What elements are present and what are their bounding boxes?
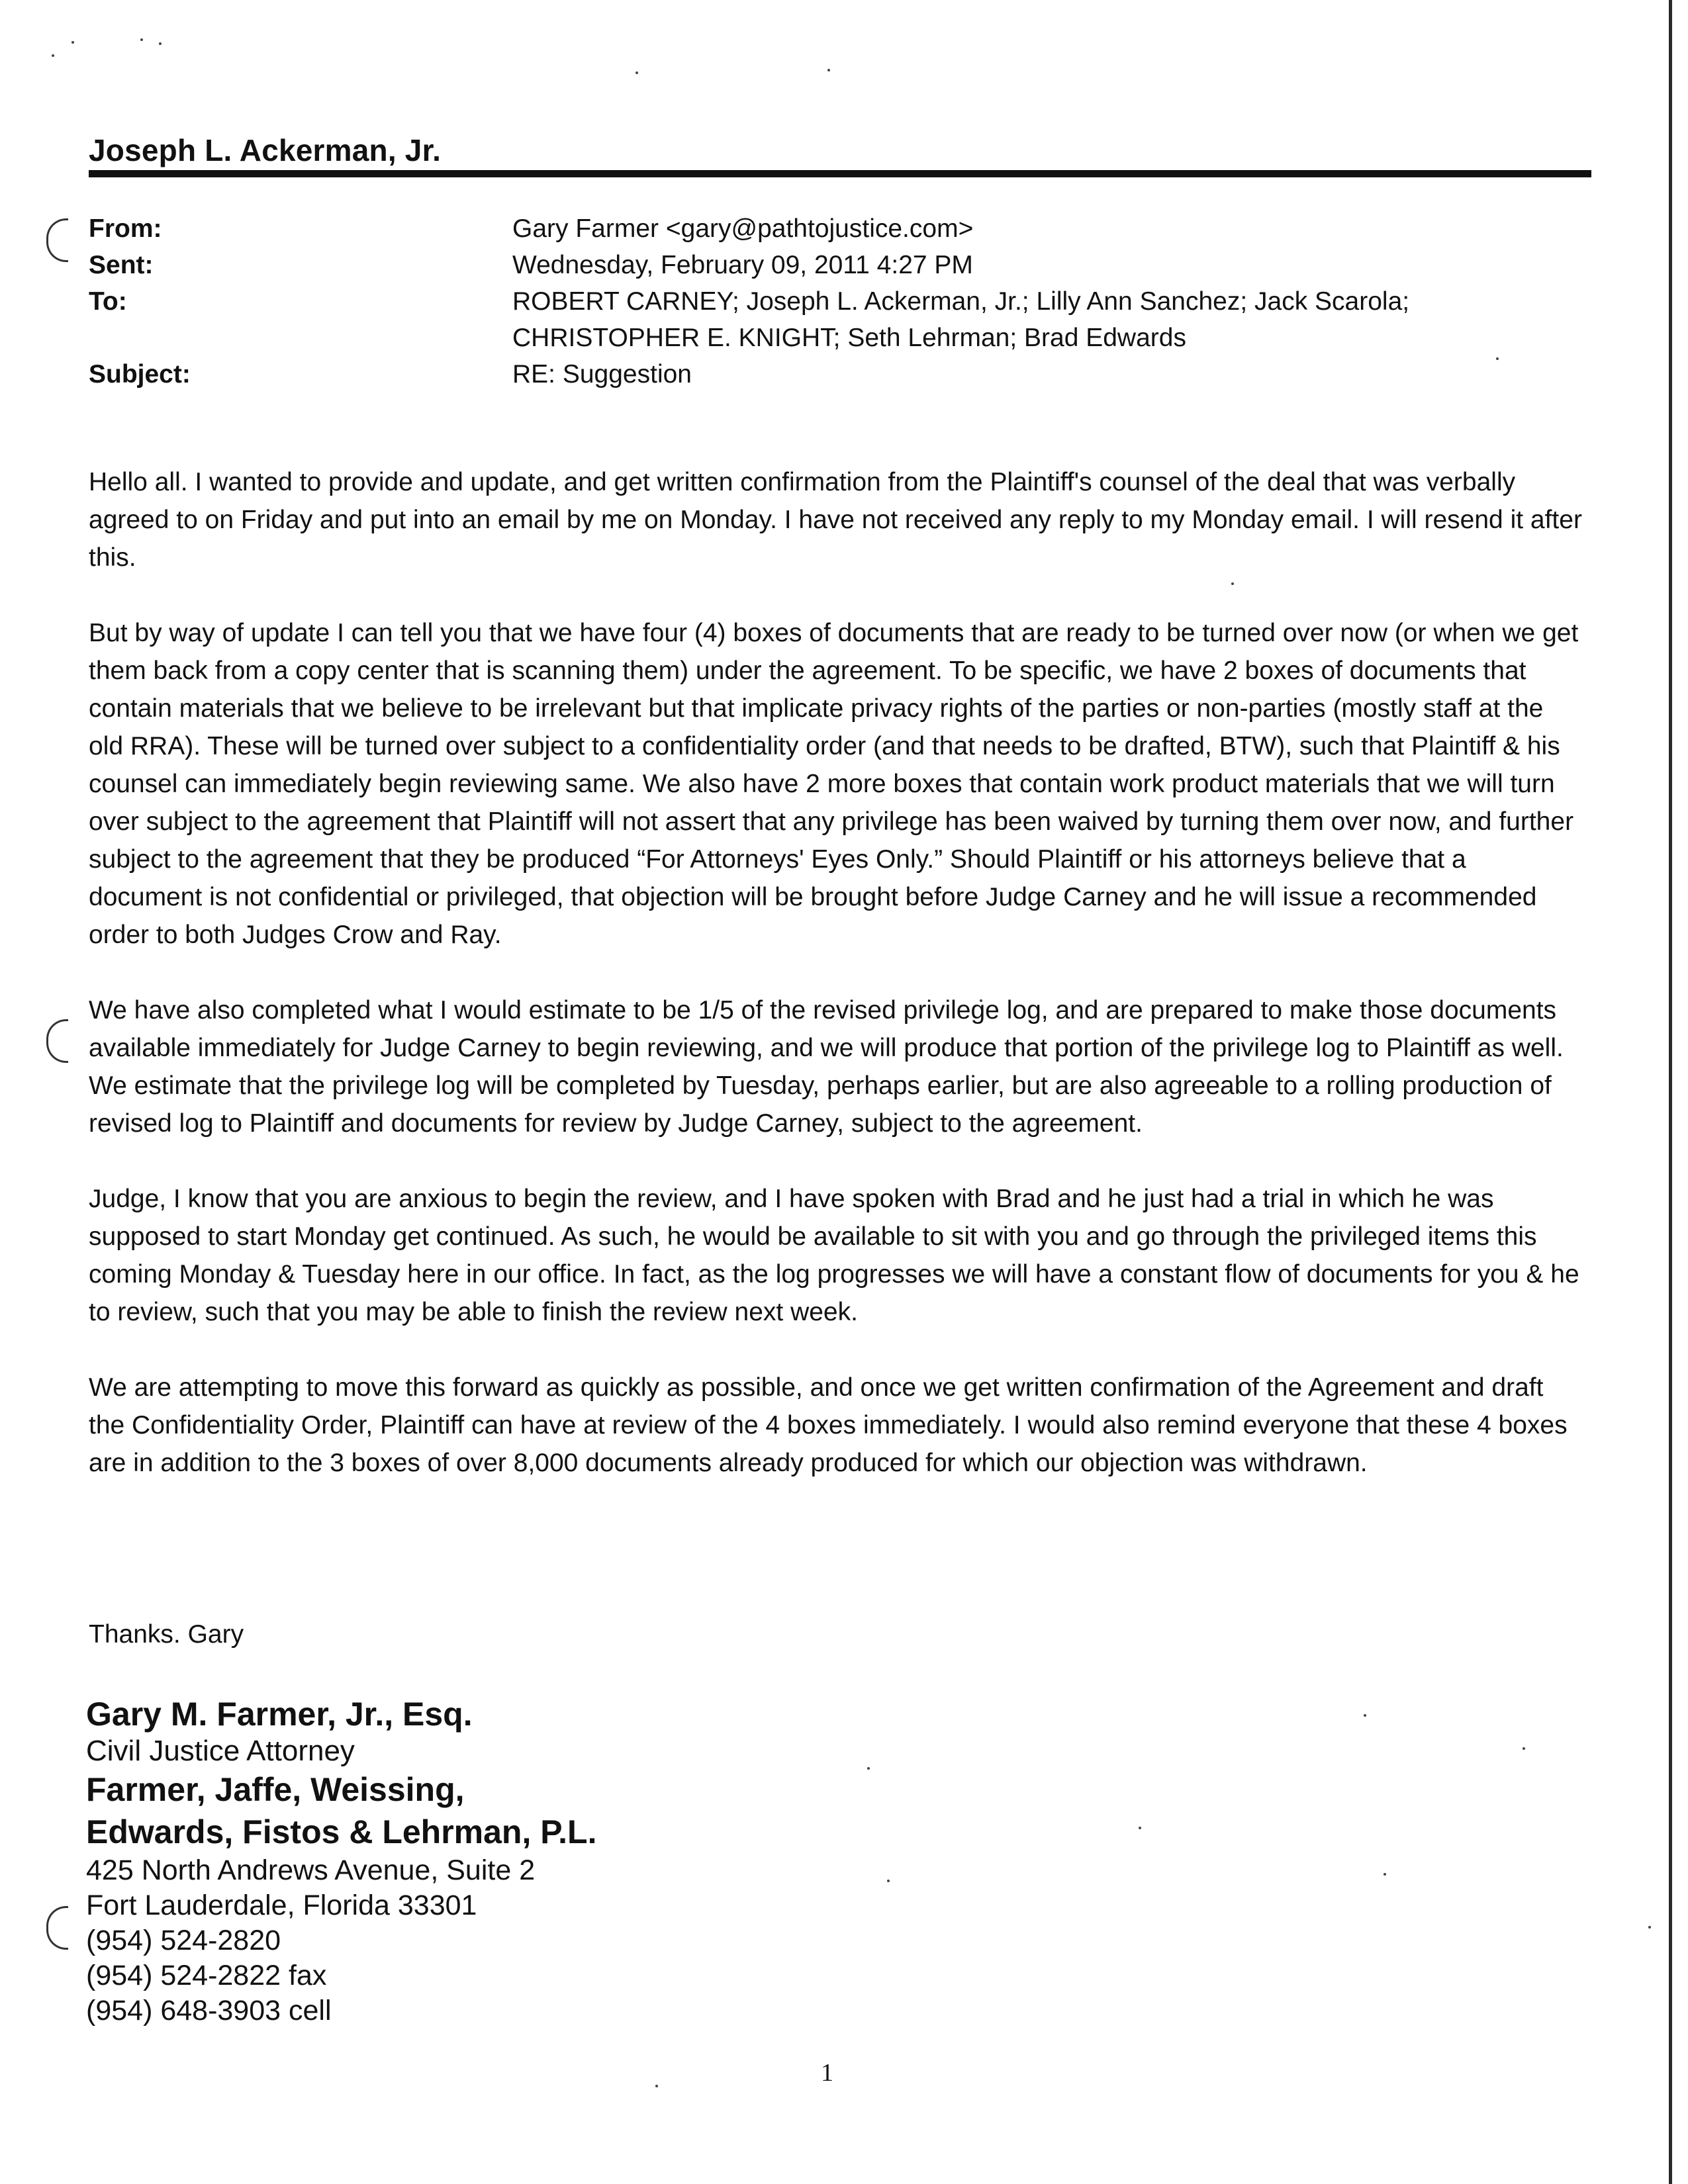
signature-block xyxy=(86,1694,596,2028)
scan-speck xyxy=(1523,1747,1525,1750)
to-row xyxy=(89,283,1591,356)
signature-firm-line-2: Edwards, Fistos & Lehrman, P.L. xyxy=(86,1813,597,1850)
punch-hole-mark xyxy=(46,1019,68,1063)
body-paragraph: Hello all. I wanted to provide and update, and get written confirmation from the Plaintiff's counsel of the deal that was verbally agreed to on Friday and put into an email by me on Monday. I have not received any reply to my Monday email. I will resend it after this. xyxy=(89,468,1582,572)
scan-speck xyxy=(1139,1827,1141,1829)
sent-label: Sent: xyxy=(89,251,154,279)
mailbox-owner-name: Joseph L. Ackerman, Jr. xyxy=(89,133,442,167)
scan-speck xyxy=(1383,1873,1386,1876)
scan-speck xyxy=(159,42,162,45)
closing-line: Thanks. Gary xyxy=(89,1620,244,1649)
subject-value: RE: Suggestion xyxy=(512,360,692,388)
signature-address-line-1: 425 North Andrews Avenue, Suite 2 xyxy=(86,1854,536,1886)
body-paragraph: We have also completed what I would estimate to be 1/5 of the revised privilege log, and are prepared to make those documents available immediately for Judge Carney to begin reviewing, and we will produce that portion of the privilege log to Plaintiff as well. We estimate that the privilege log will be completed by Tuesday, perhaps earlier, but are also agreeable to a rolling production of revised log to Plaintiff and documents for review by Judge Carney, subject to the agreement. xyxy=(89,996,1564,1138)
subject-label: Subject: xyxy=(89,360,191,388)
subject-row xyxy=(89,356,1591,392)
scan-edge-line xyxy=(1669,0,1672,2184)
scan-speck xyxy=(52,54,54,57)
page-number: 1 xyxy=(821,2059,833,2087)
scan-speck xyxy=(635,71,638,74)
scan-speck xyxy=(71,41,74,44)
signature-cell: (954) 648-3903 cell xyxy=(86,1995,332,2026)
from-value: Gary Farmer <gary@pathtojustice.com> xyxy=(512,214,974,243)
scan-speck xyxy=(655,2085,658,2087)
punch-hole-mark xyxy=(46,1906,68,1950)
body-paragraph: We are attempting to move this forward as quickly as possible, and once we get written confirmation of the Agreement and draft the Confidentiality Order, Plaintiff can have at review of the 4 boxes immediately. I would also remind everyone that these 4 boxes are in addition to the 3 boxes of over 8,000 documents already produced for which our objection was withdrawn. xyxy=(89,1373,1568,1477)
to-label: To: xyxy=(89,287,127,316)
sent-row xyxy=(89,247,1591,283)
scan-speck xyxy=(827,69,830,71)
signature-fax: (954) 524-2822 fax xyxy=(86,1960,327,1991)
to-value: ROBERT CARNEY; Joseph L. Ackerman, Jr.; Lilly Ann Sanchez; Jack Scarola; CHRISTOPHER E. KNIGHT; Seth Lehrman; Brad Edwards xyxy=(512,287,1410,352)
scan-speck xyxy=(140,38,143,41)
email-header-fields xyxy=(89,210,1591,392)
from-label: From: xyxy=(89,214,162,243)
signature-name: Gary M. Farmer, Jr., Esq. xyxy=(86,1696,473,1733)
email-body xyxy=(89,463,1585,1520)
sent-value: Wednesday, February 09, 2011 4:27 PM xyxy=(512,251,973,279)
signature-firm-line-1: Farmer, Jaffe, Weissing, xyxy=(86,1771,465,1808)
signature-address-line-2: Fort Lauderdale, Florida 33301 xyxy=(86,1889,477,1921)
body-paragraph: Judge, I know that you are anxious to begin the review, and I have spoken with Brad and he just had a trial in which he was supposed to start Monday get continued. As such, he would be available to sit with you and go through the privileged items this coming Monday & Tuesday here in our office. In fact, as the log progresses we will have a constant flow of documents for you & he to review, such that you may be able to finish the review next week. xyxy=(89,1185,1579,1326)
scan-speck xyxy=(887,1880,890,1882)
signature-phone: (954) 524-2820 xyxy=(86,1925,281,1956)
scan-speck xyxy=(1648,1926,1651,1929)
signature-title: Civil Justice Attorney xyxy=(86,1735,355,1767)
punch-hole-mark xyxy=(46,218,68,262)
header-divider xyxy=(89,170,1591,177)
scan-speck xyxy=(1364,1714,1366,1717)
from-row xyxy=(89,210,1591,247)
body-paragraph: But by way of update I can tell you that we have four (4) boxes of documents that are ready to be turned over now (or when we get them back from a copy center that is scanning them) under the agreement. To be specific, we have 2 boxes of documents that contain materials that we believe to be irrelevant but that implicate privacy rights of the parties or non-parties (mostly staff at the old RRA). These will be turned over subject to a confidentiality order (and that needs to be drafted, BTW), such that Plaintiff & his counsel can immediately begin reviewing same. We also have 2 more boxes that contain work product materials that we will turn over subject to the agreement that Plaintiff will not assert that any privilege has been waived by turning them over now, and further subject to the agreement that they be produced “For Attorneys' Eyes Only.” Should Plaintiff or his attorneys believe that a document is not confidential or privileged, that objection will be brought before Judge Carney and he will issue a recommended order to both Judges Crow and Ray. xyxy=(89,619,1579,949)
scan-speck xyxy=(867,1767,870,1770)
